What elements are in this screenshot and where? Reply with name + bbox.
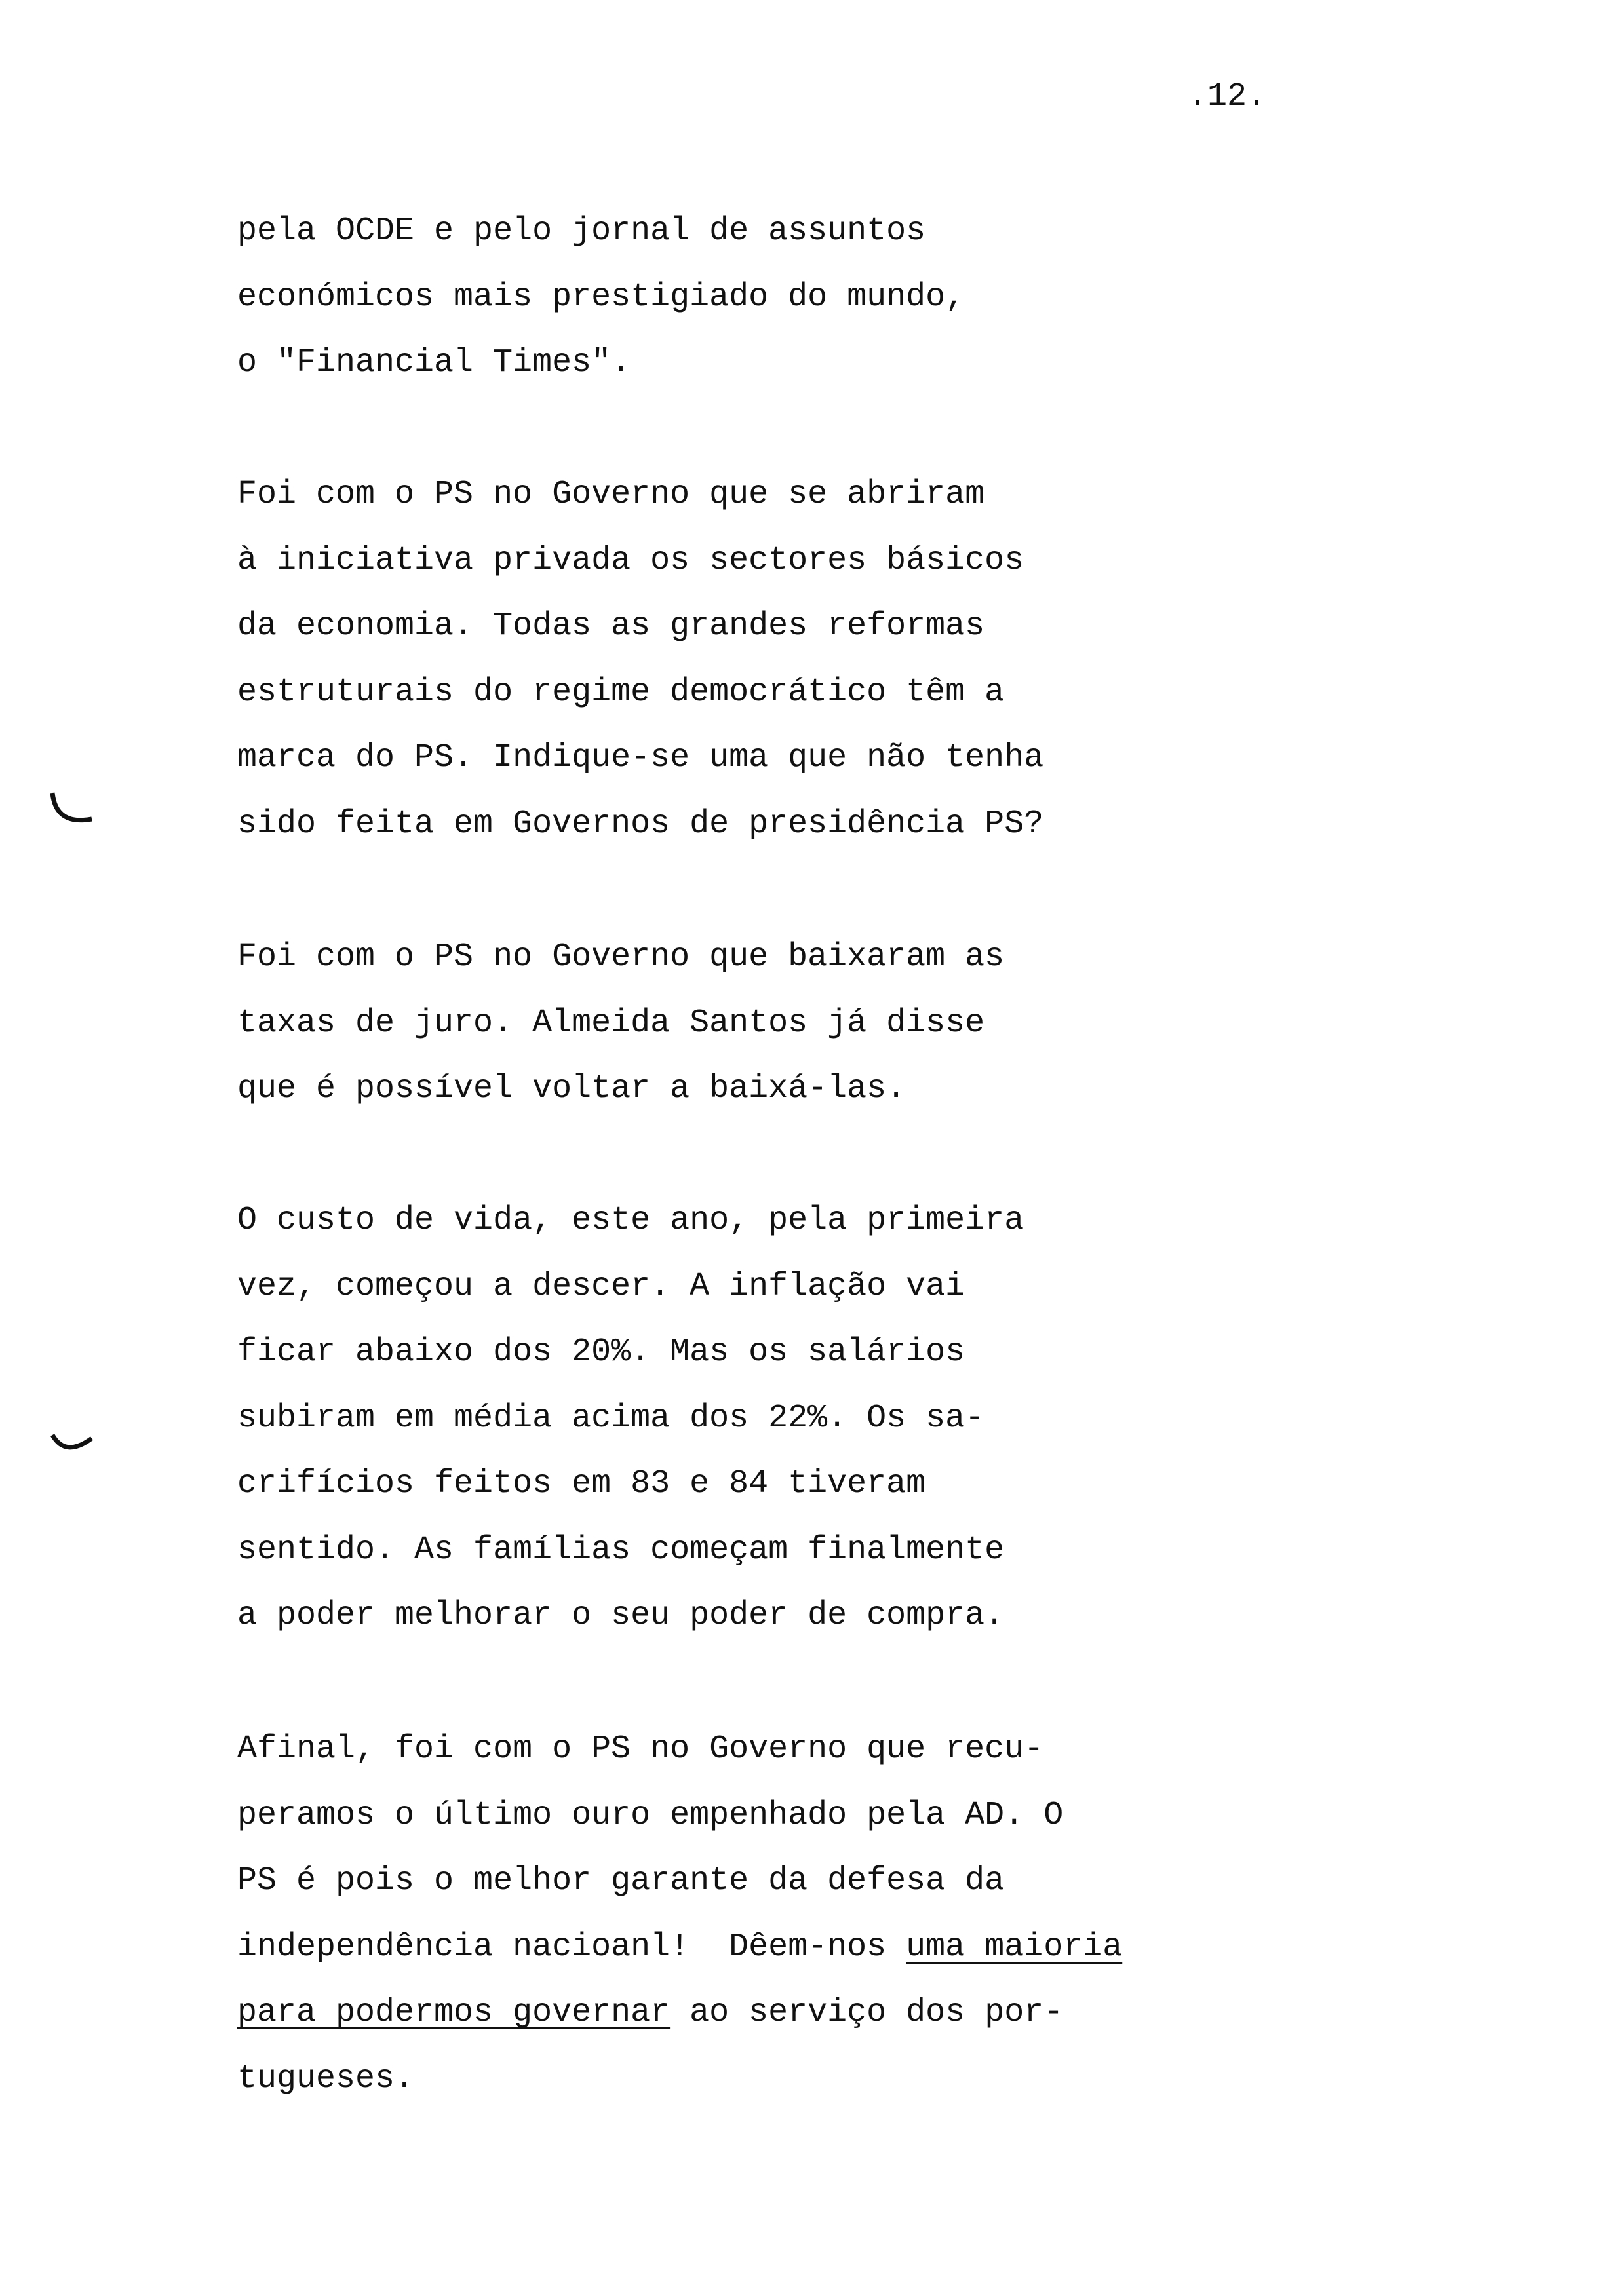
underlined-text: para podermos governar bbox=[237, 1994, 671, 2031]
paragraph-1 bbox=[237, 199, 965, 396]
punch-mark-icon bbox=[46, 1415, 98, 1468]
text-line bbox=[237, 1980, 1122, 2046]
text-line: Afinal, foi com o PS no Governo que recu- bbox=[237, 1731, 1044, 1768]
text-span: ao serviço dos por- bbox=[670, 1994, 1064, 2031]
paragraph-4 bbox=[237, 1188, 1024, 1649]
text-line: peramos o último ouro empenhado pela AD. O bbox=[237, 1796, 1064, 1834]
punch-mark-icon bbox=[46, 786, 98, 839]
text-line: crifícios feitos em 83 e 84 tiveram bbox=[237, 1465, 926, 1502]
text-line: vez, começou a descer. A inflação vai bbox=[237, 1267, 965, 1305]
text-line: económicos mais prestigiado do mundo, bbox=[237, 278, 965, 316]
text-span: independência nacioanl! Dêem-nos bbox=[237, 1928, 906, 1966]
text-line: sido feita em Governos de presidência PS? bbox=[237, 805, 1044, 843]
text-line: O custo de vida, este ano, pela primeira bbox=[237, 1202, 1024, 1239]
text-line bbox=[237, 1915, 1122, 1981]
paragraph-3 bbox=[237, 925, 1004, 1122]
text-line: o "Financial Times". bbox=[237, 344, 631, 381]
text-line: tugueses. bbox=[237, 2059, 415, 2097]
text-line: estruturais do regime democrático têm a bbox=[237, 673, 1005, 711]
text-line: que é possível voltar a baixá-las. bbox=[237, 1070, 906, 1107]
text-line: Foi com o PS no Governo que baixaram as bbox=[237, 938, 1005, 976]
text-line: à iniciativa privada os sectores básicos bbox=[237, 541, 1024, 579]
text-line: subiram em média acima dos 22%. Os sa- bbox=[237, 1399, 985, 1437]
text-line: PS é pois o melhor garante da defesa da bbox=[237, 1862, 1005, 1900]
underlined-text: uma maioria bbox=[906, 1928, 1123, 1966]
text-line: sentido. As famílias começam finalmente bbox=[237, 1531, 1005, 1569]
paragraph-2 bbox=[237, 462, 1043, 857]
text-line: pela OCDE e pelo jornal de assuntos bbox=[237, 212, 926, 250]
text-line: a poder melhorar o seu poder de compra. bbox=[237, 1597, 1005, 1634]
text-line: marca do PS. Indique-se uma que não tenha bbox=[237, 739, 1044, 776]
text-line: taxas de juro. Almeida Santos já disse bbox=[237, 1004, 985, 1042]
page-number: .12. bbox=[1188, 78, 1267, 115]
text-line: ficar abaixo dos 20%. Mas os salários bbox=[237, 1333, 965, 1371]
text-line: da economia. Todas as grandes reformas bbox=[237, 607, 985, 645]
paragraph-5 bbox=[237, 1717, 1122, 2112]
text-line: Foi com o PS no Governo que se abriram bbox=[237, 476, 985, 513]
